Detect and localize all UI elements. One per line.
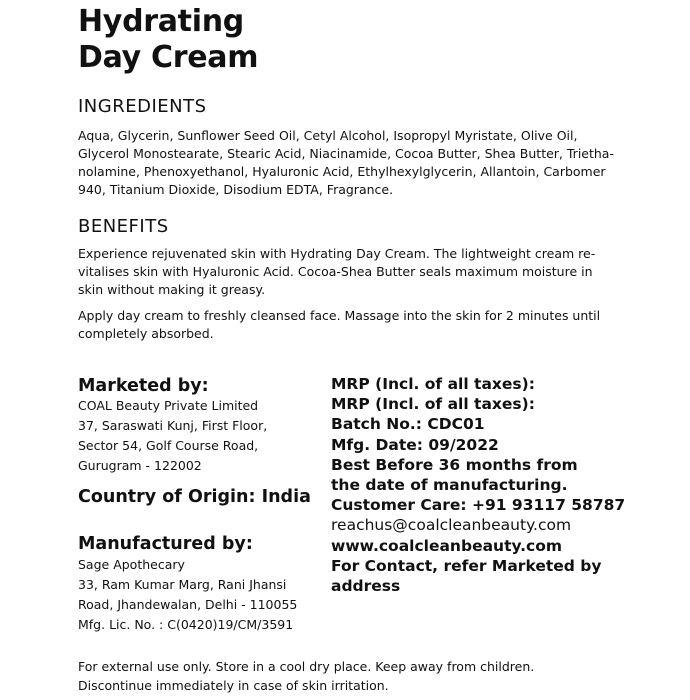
ingredients-line: Aqua, Glycerin, Sunflower Seed Oil, Cetyl Alcohol, Isopropyl Myristate, Olive Oil,: [78, 128, 578, 143]
mfg-date: Mfg. Date: 09/2022: [331, 435, 499, 454]
ingredients-line: nolamine, Phenoxyethanol, Hyaluronic Acid, Ethylhexylglycerin, Allantoin, Carbomer: [78, 164, 606, 179]
country-of-origin: Country of Origin: India: [78, 487, 311, 507]
ingredients-heading: INGREDIENTS: [78, 96, 207, 117]
benefits-line: skin without making it greasy.: [78, 282, 266, 297]
contact-note: address: [331, 577, 401, 596]
ingredients-text: [78, 127, 638, 199]
product-info-block: [331, 374, 651, 596]
manufactured-by-heading: Manufactured by:: [78, 534, 253, 554]
mrp-line: MRP (Incl. of all taxes):: [331, 395, 535, 414]
email-address: reachus@coalcleanbeauty.com: [331, 516, 572, 535]
title-line-1: Hydrating: [78, 4, 244, 39]
best-before: Best Before 36 months from: [331, 455, 578, 474]
address-line: Gurugram - 122002: [78, 458, 202, 473]
address-line: COAL Beauty Private Limited: [78, 398, 259, 413]
marketed-by-address: [78, 396, 267, 476]
address-line: Sector 54, Golf Course Road,: [78, 438, 259, 453]
usage-line: Apply day cream to freshly cleansed face. Massage into the skin for 2 minutes until: [78, 308, 601, 323]
batch-number: Batch No.: CDC01: [331, 415, 485, 434]
address-line: Sage Apothecary: [78, 557, 185, 572]
address-line: 37, Saraswati Kunj, First Floor,: [78, 418, 268, 433]
benefits-line: vitalises skin with Hyaluronic Acid. Cocoa-Shea Butter seals maximum moisture in: [78, 264, 593, 279]
benefits-line: Experience rejuvenated skin with Hydrating Day Cream. The lightweight cream re-: [78, 246, 596, 261]
ingredients-line: 940, Titanium Dioxide, Disodium EDTA, Fragrance.: [78, 182, 394, 197]
address-line: Road, Jhandewalan, Delhi - 110055: [78, 597, 298, 612]
usage-text: [78, 307, 638, 343]
website: www.coalcleanbeauty.com: [331, 536, 563, 555]
marketed-by-heading: Marketed by:: [78, 376, 209, 396]
best-before: the date of manufacturing.: [331, 476, 568, 495]
footer-warning: [78, 657, 534, 695]
product-title: [78, 4, 258, 76]
benefits-text: [78, 245, 638, 299]
title-line-2: Day Cream: [78, 40, 259, 75]
mrp-line: MRP (Incl. of all taxes):: [331, 375, 535, 393]
benefits-heading: BENEFITS: [78, 216, 169, 237]
ingredients-line: Glycerol Monostearate, Stearic Acid, Niacinamide, Cocoa Butter, Shea Butter, Trietha-: [78, 146, 614, 161]
address-line: 33, Ram Kumar Marg, Rani Jhansi: [78, 577, 287, 592]
footer-line: Discontinue immediately in case of skin irritation.: [78, 678, 389, 693]
customer-care: Customer Care: +91 93117 58787: [331, 496, 626, 515]
usage-line: completely absorbed.: [78, 326, 214, 341]
contact-note: For Contact, refer Marketed by: [331, 556, 602, 575]
manufactured-by-address: [78, 555, 297, 635]
license-number: Mfg. Lic. No. : C(0420)19/CM/3591: [78, 617, 294, 632]
footer-line: For external use only. Store in a cool dry place. Keep away from children.: [78, 659, 535, 674]
